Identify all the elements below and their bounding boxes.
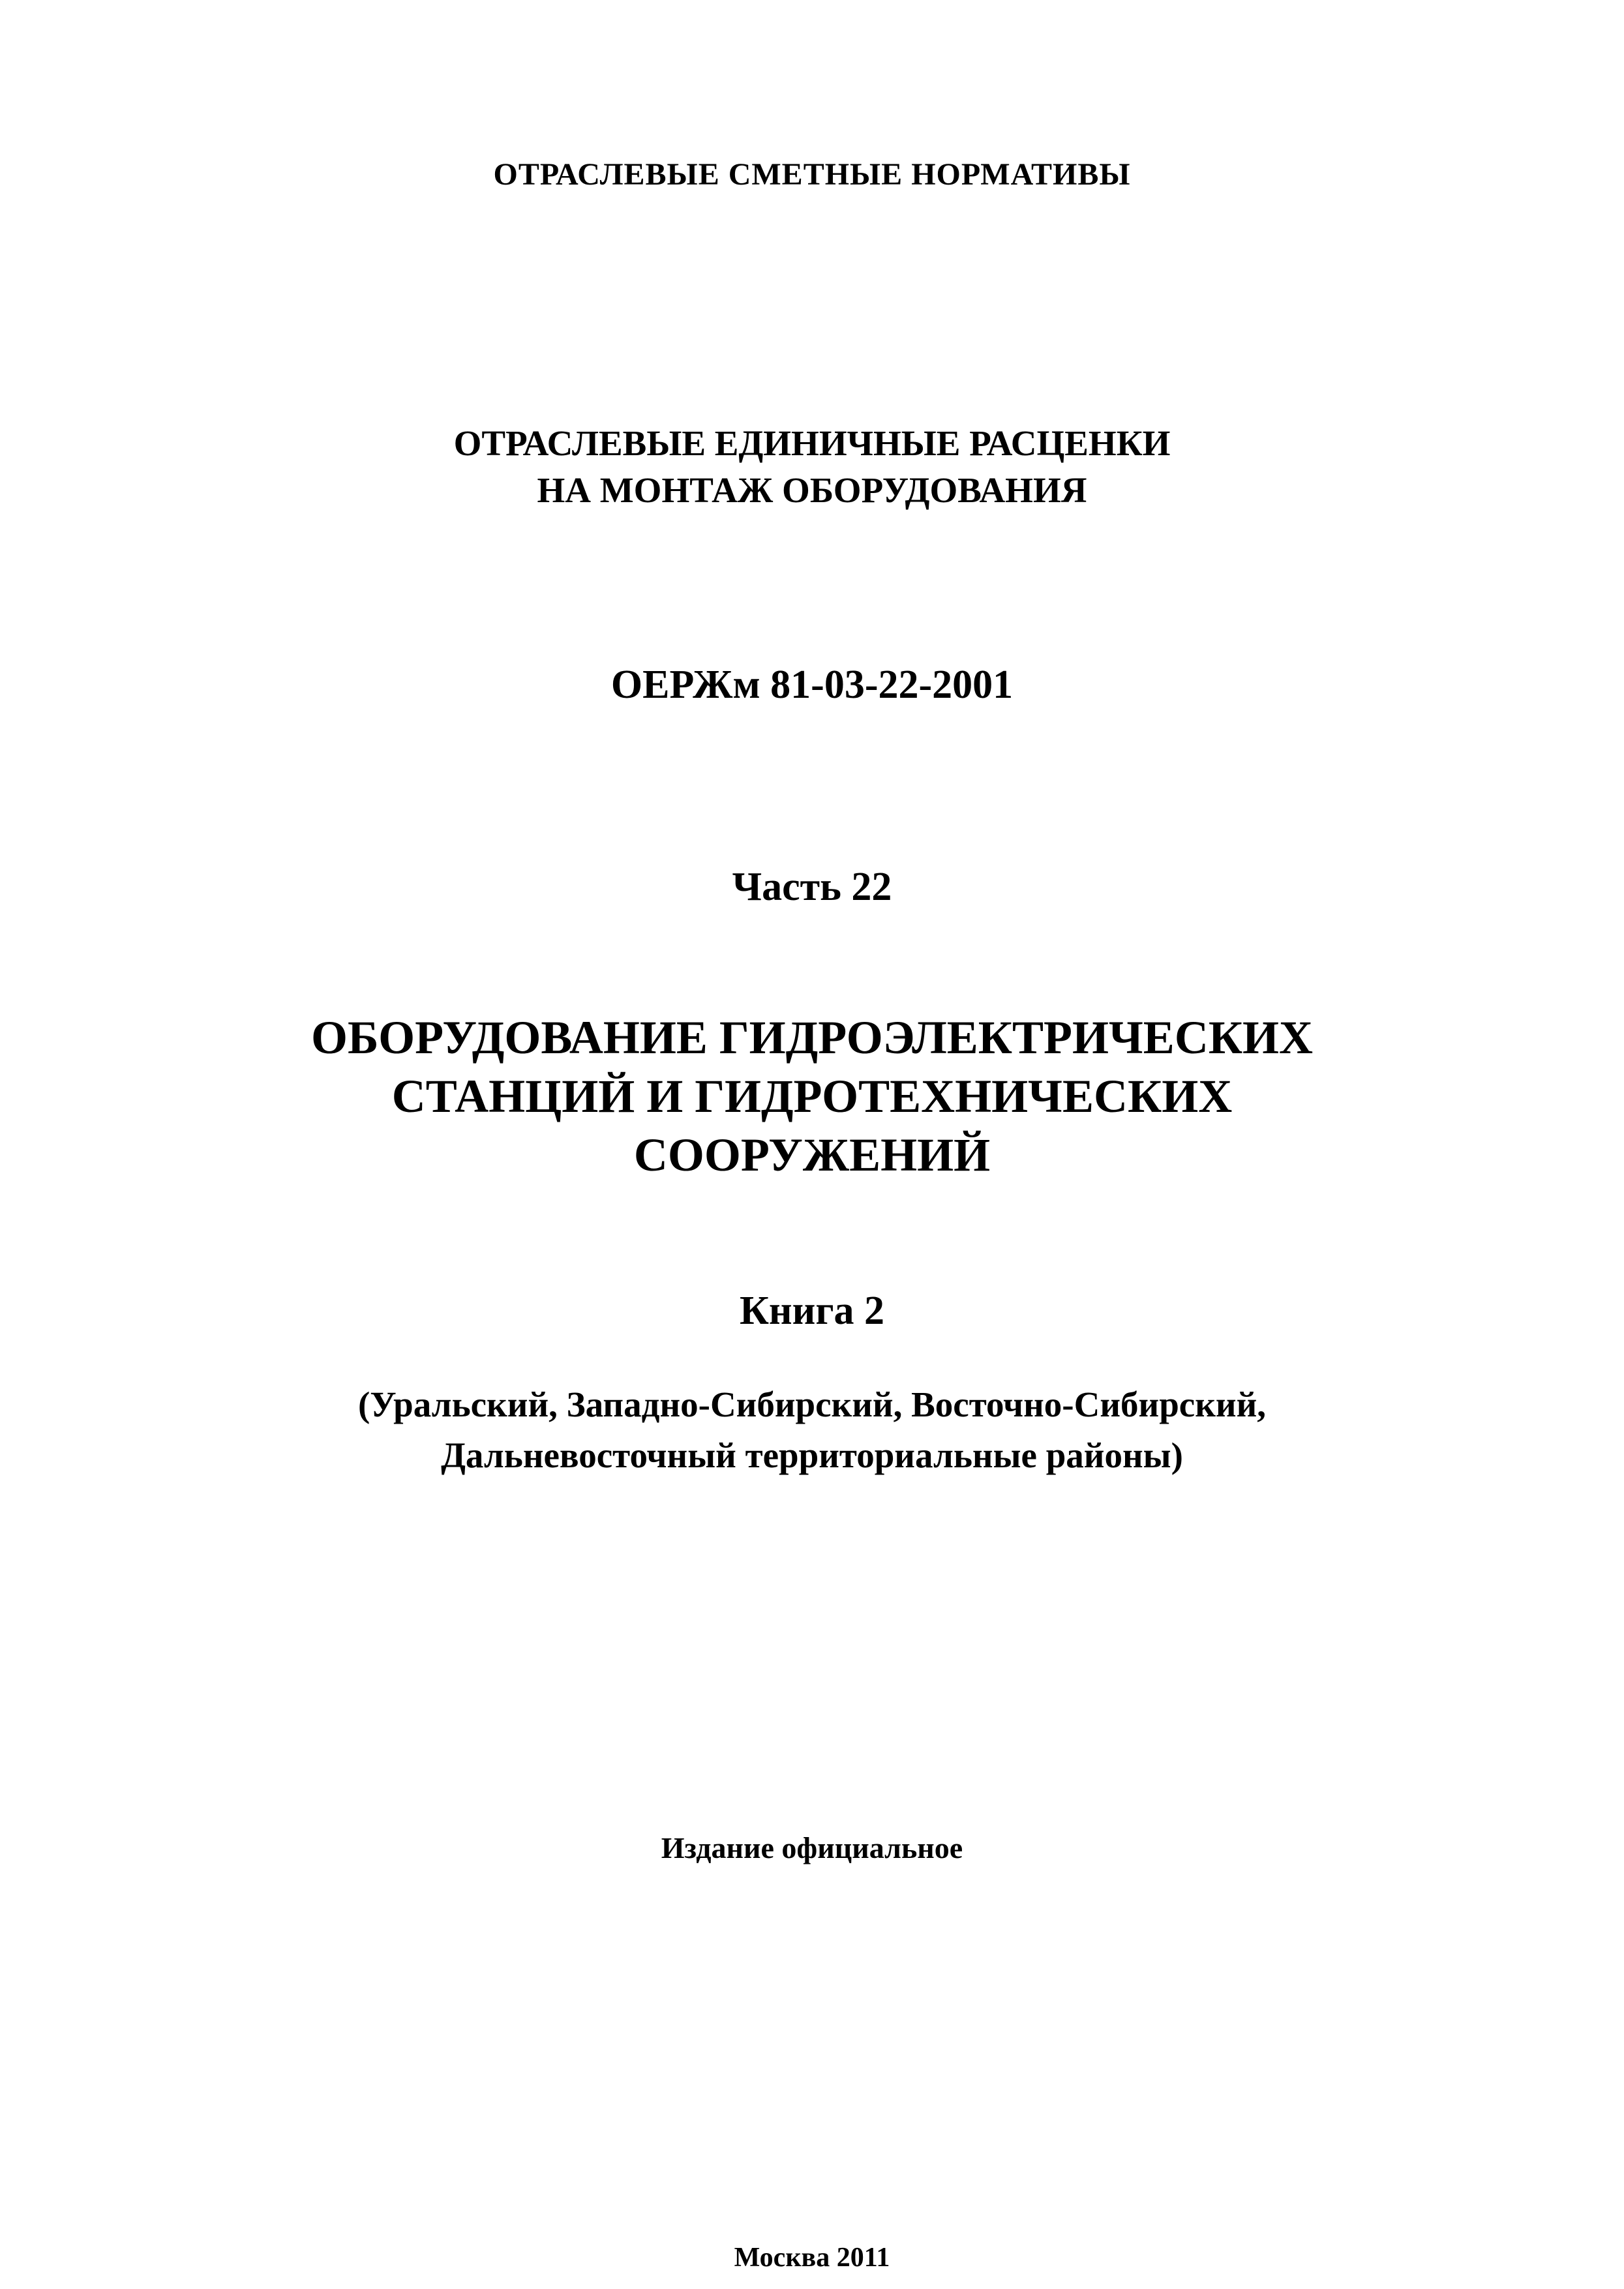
- edition-label: Издание официальное: [661, 1831, 963, 1864]
- part-label: Часть 22: [732, 865, 892, 909]
- regions-line-1: (Уральский, Западно-Сибирский, Восточно-Сибирский,: [357, 1384, 1267, 1424]
- collection-title-line-1: ОТРАСЛЕВЫЕ ЕДИНИЧНЫЕ РАСЦЕНКИ: [453, 423, 1171, 463]
- regions-line-2: Дальневосточный территориальные районы): [441, 1435, 1183, 1475]
- part-title-line-1: ОБОРУДОВАНИЕ ГИДРОЭЛЕКТРИЧЕСКИХ: [310, 1011, 1314, 1064]
- part-title-line-2: СТАНЦИЙ И ГИДРОТЕХНИЧЕСКИХ: [391, 1070, 1233, 1122]
- document-code: ОЕРЖм 81-03-22-2001: [610, 663, 1014, 707]
- collection-title-line-2: НА МОНТАЖ ОБОРУДОВАНИЯ: [537, 470, 1087, 510]
- publication-place-year: Москва 2011: [734, 2243, 890, 2273]
- part-title-line-3: СООРУЖЕНИЙ: [633, 1129, 991, 1181]
- series-title: ОТРАСЛЕВЫЕ СМЕТНЫЕ НОРМАТИВЫ: [493, 157, 1131, 192]
- book-label: Книга 2: [739, 1289, 885, 1333]
